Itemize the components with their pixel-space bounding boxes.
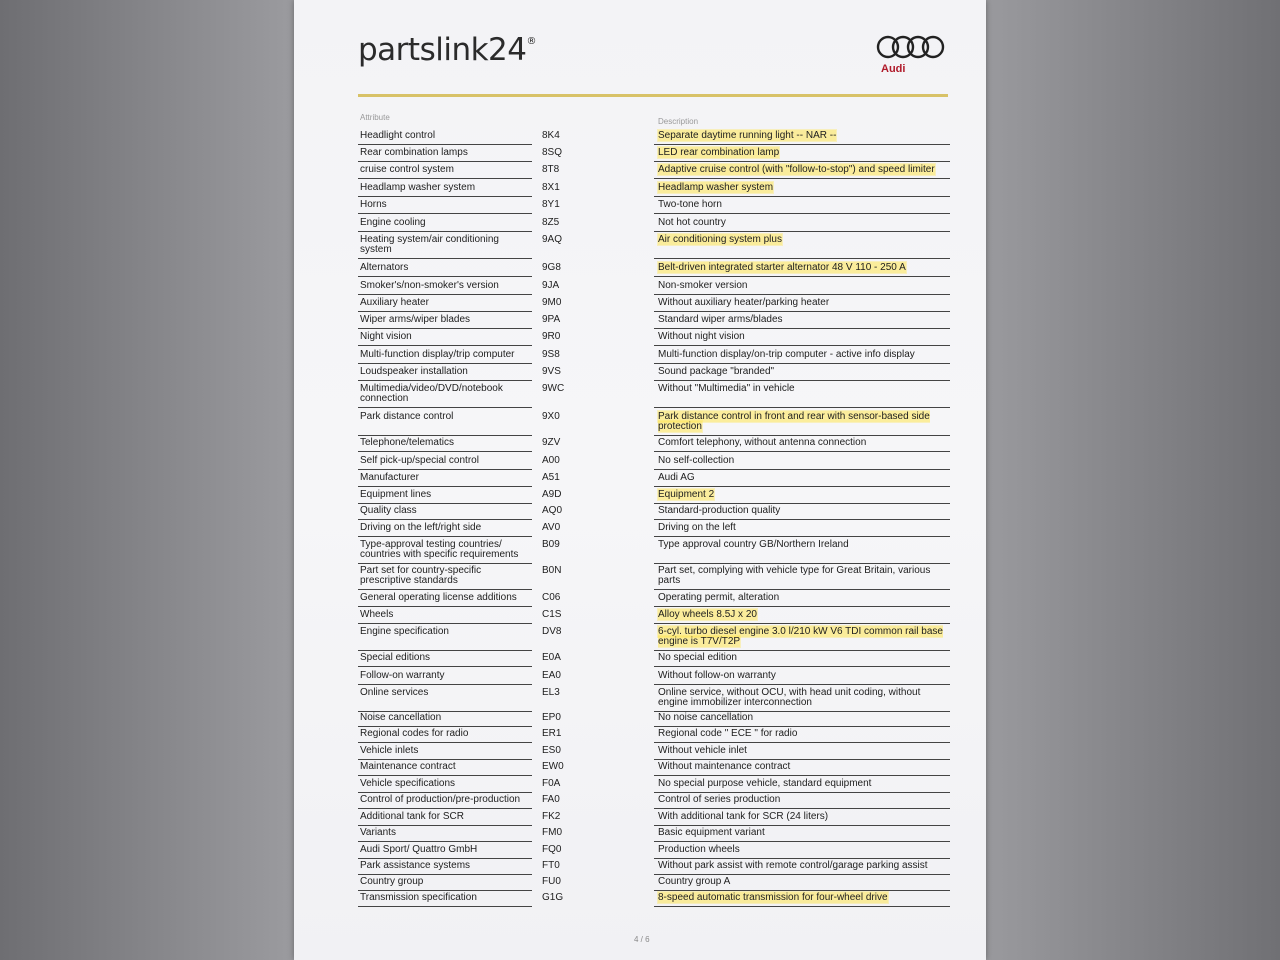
background-right [984, 0, 1280, 960]
row-divider [654, 407, 950, 408]
row-divider [358, 178, 532, 179]
highlighted-description: Air conditioning system plus [658, 234, 782, 245]
description-text: No special edition [658, 652, 737, 663]
description-text: Part set, complying with vehicle type for Great Britain, various parts [658, 565, 931, 586]
row-divider [358, 759, 532, 760]
description-text: Production wheels [658, 844, 740, 855]
row-divider [358, 311, 532, 312]
description-cell [658, 671, 950, 681]
code-cell: EL3 [542, 687, 560, 698]
header-divider [358, 94, 948, 97]
row-divider [654, 231, 950, 232]
description-cell [658, 315, 950, 325]
attribute-cell: Control of production/pre-production [360, 794, 521, 805]
code-cell: 8Z5 [542, 217, 560, 228]
attribute-cell: Engine cooling [360, 217, 426, 228]
code-cell: 8SQ [542, 147, 563, 158]
row-divider [358, 825, 532, 826]
description-cell [658, 779, 950, 789]
row-divider [358, 536, 532, 537]
code-cell: 8X1 [542, 182, 560, 193]
code-cell: A51 [542, 472, 560, 483]
page-number: 4 / 6 [634, 935, 650, 944]
row-divider [654, 858, 950, 859]
description-text: Without follow-on warranty [658, 670, 776, 681]
highlighted-description: Adaptive cruise control (with "follow-to-stop") and speed limiter [658, 164, 935, 175]
background-left [0, 0, 300, 960]
row-divider [358, 726, 532, 727]
description-cell [658, 540, 950, 550]
row-divider [654, 345, 950, 346]
description-text: Regional code " ECE " for radio [658, 728, 798, 739]
attribute-cell: Self pick-up/special control [360, 455, 479, 466]
description-cell [658, 183, 950, 193]
row-divider [654, 775, 950, 776]
description-cell [658, 729, 950, 739]
row-divider [654, 874, 950, 875]
row-divider [654, 536, 950, 537]
highlighted-description: Separate daytime running light -- NAR -- [658, 130, 837, 141]
description-cell [658, 828, 950, 838]
description-cell [658, 263, 950, 273]
highlighted-description: Alloy wheels 8.5J x 20 [658, 609, 757, 620]
description-cell [658, 566, 950, 586]
attribute-cell: General operating license additions [360, 592, 517, 603]
attribute-cell: Horns [360, 199, 387, 210]
highlighted-description: Equipment 2 [658, 489, 715, 500]
description-text: Driving on the left [658, 522, 736, 533]
attribute-cell: Headlamp washer system [360, 182, 476, 193]
row-divider [358, 666, 532, 667]
brand-mark: ® [526, 36, 536, 47]
row-divider [654, 666, 950, 667]
code-cell: 8T8 [542, 164, 560, 175]
audi-logo-text: Audi [881, 63, 906, 75]
document-page [294, 0, 986, 960]
code-cell: FM0 [542, 827, 562, 838]
description-text: Not hot country [658, 217, 726, 228]
description-cell [658, 506, 950, 516]
row-divider [654, 196, 950, 197]
attribute-cell: Loudspeaker installation [360, 366, 468, 377]
row-divider [358, 684, 532, 685]
row-divider [654, 650, 950, 651]
row-divider [358, 589, 532, 590]
row-divider [358, 519, 532, 520]
description-cell [658, 861, 950, 871]
attribute-cell: Audi Sport/ Quattro GmbH [360, 844, 478, 855]
attribute-cell: Vehicle specifications [360, 778, 456, 789]
code-cell: FT0 [542, 860, 560, 871]
description-text: Operating permit, alteration [658, 592, 780, 603]
description-text: Standard-production quality [658, 505, 781, 516]
code-cell: 8K4 [542, 130, 560, 141]
row-divider [358, 213, 532, 214]
description-text: Non-smoker version [658, 280, 748, 291]
description-cell [658, 298, 950, 308]
description-text: Basic equipment variant [658, 827, 765, 838]
description-text: Country group A [658, 876, 731, 887]
description-text: Two-tone horn [658, 199, 722, 210]
description-text: Without auxiliary heater/parking heater [658, 297, 830, 308]
row-divider [654, 486, 950, 487]
row-divider [654, 792, 950, 793]
description-cell [658, 350, 950, 360]
description-cell [658, 367, 950, 377]
description-cell [658, 218, 950, 228]
row-divider [358, 231, 532, 232]
row-divider [358, 196, 532, 197]
row-divider [654, 161, 950, 162]
description-text: Multi-function display/on-trip computer - active info display [658, 349, 915, 360]
attribute-cell: Wheels [360, 609, 394, 620]
code-cell: 9PA [542, 314, 561, 325]
description-text: Online service, without OCU, with head unit coding, without engine immobilizer interconnection [658, 687, 921, 708]
row-divider [654, 759, 950, 760]
row-divider [358, 328, 532, 329]
code-cell: B09 [542, 539, 560, 550]
attribute-cell: Auxiliary heater [360, 297, 429, 308]
row-divider [358, 258, 532, 259]
row-divider [654, 684, 950, 685]
attribute-cell: Equipment lines [360, 489, 432, 500]
description-cell [658, 688, 950, 708]
description-cell [658, 473, 950, 483]
description-text: Without night vision [658, 331, 745, 342]
brand-name: partslink24 [358, 32, 527, 68]
code-cell: EW0 [542, 761, 564, 772]
attribute-cell: Park assistance systems [360, 860, 471, 871]
attribute-cell: Maintenance contract [360, 761, 456, 772]
attribute-cell: Quality class [360, 505, 417, 516]
row-divider [358, 808, 532, 809]
highlighted-description: 6-cyl. turbo diesel engine 3.0 l/210 kW V6 TDI common rail base engine is T7V/T2P [658, 626, 943, 647]
attribute-cell: Park distance control [360, 411, 454, 422]
row-divider [654, 380, 950, 381]
attribute-cell: Night vision [360, 331, 412, 342]
attribute-cell: Part set for country-specific prescriptive standards [360, 565, 482, 586]
code-cell: 9X0 [542, 411, 560, 422]
row-divider [654, 328, 950, 329]
attribute-cell: Variants [360, 827, 396, 838]
description-cell [658, 165, 950, 175]
row-divider [654, 589, 950, 590]
code-cell: FA0 [542, 794, 560, 805]
description-text: Without "Multimedia" in vehicle [658, 383, 795, 394]
row-divider [654, 435, 950, 436]
row-divider [358, 650, 532, 651]
attribute-cell: Telephone/telematics [360, 437, 454, 448]
row-divider [358, 380, 532, 381]
description-cell [658, 653, 950, 663]
description-cell [658, 593, 950, 603]
code-cell: 9JA [542, 280, 560, 291]
row-divider [654, 606, 950, 607]
description-text: Control of series production [658, 794, 781, 805]
highlighted-description: Park distance control in front and rear with sensor-based side protection [658, 411, 930, 432]
row-divider [654, 742, 950, 743]
code-cell: 9WC [542, 383, 565, 394]
code-cell: ER1 [542, 728, 562, 739]
row-divider [654, 519, 950, 520]
row-divider [654, 363, 950, 364]
description-text: Standard wiper arms/blades [658, 314, 783, 325]
description-text: Sound package "branded" [658, 366, 775, 377]
row-divider [358, 503, 532, 504]
row-divider [654, 144, 950, 145]
description-cell [658, 438, 950, 448]
description-cell [658, 456, 950, 466]
code-cell: FK2 [542, 811, 561, 822]
code-cell: 9VS [542, 366, 561, 377]
description-text: No self-collection [658, 455, 735, 466]
code-cell: 9G8 [542, 262, 561, 273]
row-divider [654, 906, 950, 907]
row-divider [654, 469, 950, 470]
row-divider [654, 808, 950, 809]
row-divider [358, 363, 532, 364]
description-cell [658, 845, 950, 855]
attribute-cell: Follow-on warranty [360, 670, 445, 681]
attribute-cell: Headlight control [360, 130, 436, 141]
description-cell [658, 893, 950, 903]
row-divider [654, 841, 950, 842]
attribute-cell: Smoker's/non-smoker's version [360, 280, 499, 291]
attribute-cell: Noise cancellation [360, 712, 442, 723]
attribute-cell: Regional codes for radio [360, 728, 469, 739]
description-cell [658, 762, 950, 772]
row-divider [654, 213, 950, 214]
description-text: No noise cancellation [658, 712, 754, 723]
column-header-description: Description [658, 117, 699, 126]
attribute-cell: Vehicle inlets [360, 745, 419, 756]
row-divider [654, 294, 950, 295]
description-text: Type approval country GB/Northern Ireland [658, 539, 849, 550]
row-divider [358, 775, 532, 776]
code-cell: DV8 [542, 626, 562, 637]
row-divider [358, 407, 532, 408]
description-cell [658, 713, 950, 723]
audi-rings-icon [876, 34, 946, 62]
code-cell: AQ0 [542, 505, 563, 516]
row-divider [358, 276, 532, 277]
description-cell [658, 627, 950, 647]
row-divider [654, 276, 950, 277]
row-divider [358, 161, 532, 162]
attribute-cell: Transmission specification [360, 892, 477, 903]
row-divider [654, 890, 950, 891]
code-cell: AV0 [542, 522, 561, 533]
row-divider [358, 294, 532, 295]
highlighted-description: Headlamp washer system [658, 182, 774, 193]
row-divider [654, 503, 950, 504]
attribute-cell: Engine specification [360, 626, 449, 637]
description-cell [658, 746, 950, 756]
row-divider [358, 451, 532, 452]
code-cell: G1G [542, 892, 564, 903]
row-divider [654, 825, 950, 826]
row-divider [358, 623, 532, 624]
description-cell [658, 200, 950, 210]
code-cell: EP0 [542, 712, 561, 723]
description-cell [658, 523, 950, 533]
description-text: Without vehicle inlet [658, 745, 747, 756]
partslink24-logo [358, 32, 536, 68]
highlighted-description: 8-speed automatic transmission for four-wheel drive [658, 892, 888, 903]
description-text: Audi AG [658, 472, 695, 483]
row-divider [358, 345, 532, 346]
attribute-cell: Driving on the left/right side [360, 522, 482, 533]
description-cell [658, 148, 950, 158]
code-cell: E0A [542, 652, 561, 663]
row-divider [358, 563, 532, 564]
description-cell [658, 795, 950, 805]
description-text: Without maintenance contract [658, 761, 791, 772]
code-cell: A9D [542, 489, 562, 500]
code-cell: 9ZV [542, 437, 561, 448]
code-cell: A00 [542, 455, 560, 466]
row-divider [358, 792, 532, 793]
attribute-cell: Heating system/air conditioning system [360, 234, 499, 255]
description-text: Comfort telephony, without antenna connection [658, 437, 867, 448]
row-divider [358, 858, 532, 859]
row-divider [654, 258, 950, 259]
code-cell: 9S8 [542, 349, 560, 360]
row-divider [654, 311, 950, 312]
row-divider [654, 623, 950, 624]
description-cell [658, 812, 950, 822]
code-cell: EA0 [542, 670, 561, 681]
description-cell [658, 332, 950, 342]
row-divider [358, 435, 532, 436]
attribute-cell: Wiper arms/wiper blades [360, 314, 471, 325]
row-divider [358, 486, 532, 487]
code-cell: ES0 [542, 745, 561, 756]
description-text: No special purpose vehicle, standard equipment [658, 778, 872, 789]
code-cell: FQ0 [542, 844, 562, 855]
description-text: With additional tank for SCR (24 liters) [658, 811, 829, 822]
code-cell: C1S [542, 609, 562, 620]
code-cell: 9AQ [542, 234, 563, 245]
description-text: Without park assist with remote control/garage parking assist [658, 860, 928, 871]
attribute-cell: Country group [360, 876, 424, 887]
attribute-cell: cruise control system [360, 164, 454, 175]
row-divider [654, 726, 950, 727]
code-cell: F0A [542, 778, 561, 789]
code-cell: B0N [542, 565, 562, 576]
description-cell [658, 235, 950, 245]
attribute-cell: Special editions [360, 652, 431, 663]
attribute-cell: Rear combination lamps [360, 147, 468, 158]
column-header-attribute: Attribute [360, 113, 390, 122]
highlighted-description: LED rear combination lamp [658, 147, 780, 158]
attribute-cell: Alternators [360, 262, 409, 273]
description-cell [658, 131, 950, 141]
description-cell [658, 281, 950, 291]
attribute-cell: Manufacturer [360, 472, 419, 483]
row-divider [358, 906, 532, 907]
code-cell: C06 [542, 592, 561, 603]
row-divider [654, 178, 950, 179]
description-cell [658, 610, 950, 620]
row-divider [358, 144, 532, 145]
code-cell: FU0 [542, 876, 561, 887]
highlighted-description: Belt-driven integrated starter alternator 48 V 110 - 250 A [658, 262, 906, 273]
description-cell [658, 412, 950, 432]
description-cell [658, 384, 950, 394]
row-divider [358, 874, 532, 875]
row-divider [358, 742, 532, 743]
attribute-cell: Multimedia/video/DVD/notebook connection [360, 383, 503, 404]
attribute-cell: Multi-function display/trip computer [360, 349, 515, 360]
code-cell: 9M0 [542, 297, 562, 308]
description-cell [658, 490, 950, 500]
row-divider [358, 469, 532, 470]
row-divider [654, 451, 950, 452]
row-divider [358, 890, 532, 891]
attribute-cell: Additional tank for SCR [360, 811, 464, 822]
attribute-cell: Type-approval testing countries/ countries with specific requirements [360, 539, 519, 560]
attribute-cell: Online services [360, 687, 429, 698]
row-divider [654, 563, 950, 564]
code-cell: 9R0 [542, 331, 561, 342]
description-cell [658, 877, 950, 887]
row-divider [358, 606, 532, 607]
row-divider [358, 841, 532, 842]
code-cell: 8Y1 [542, 199, 560, 210]
